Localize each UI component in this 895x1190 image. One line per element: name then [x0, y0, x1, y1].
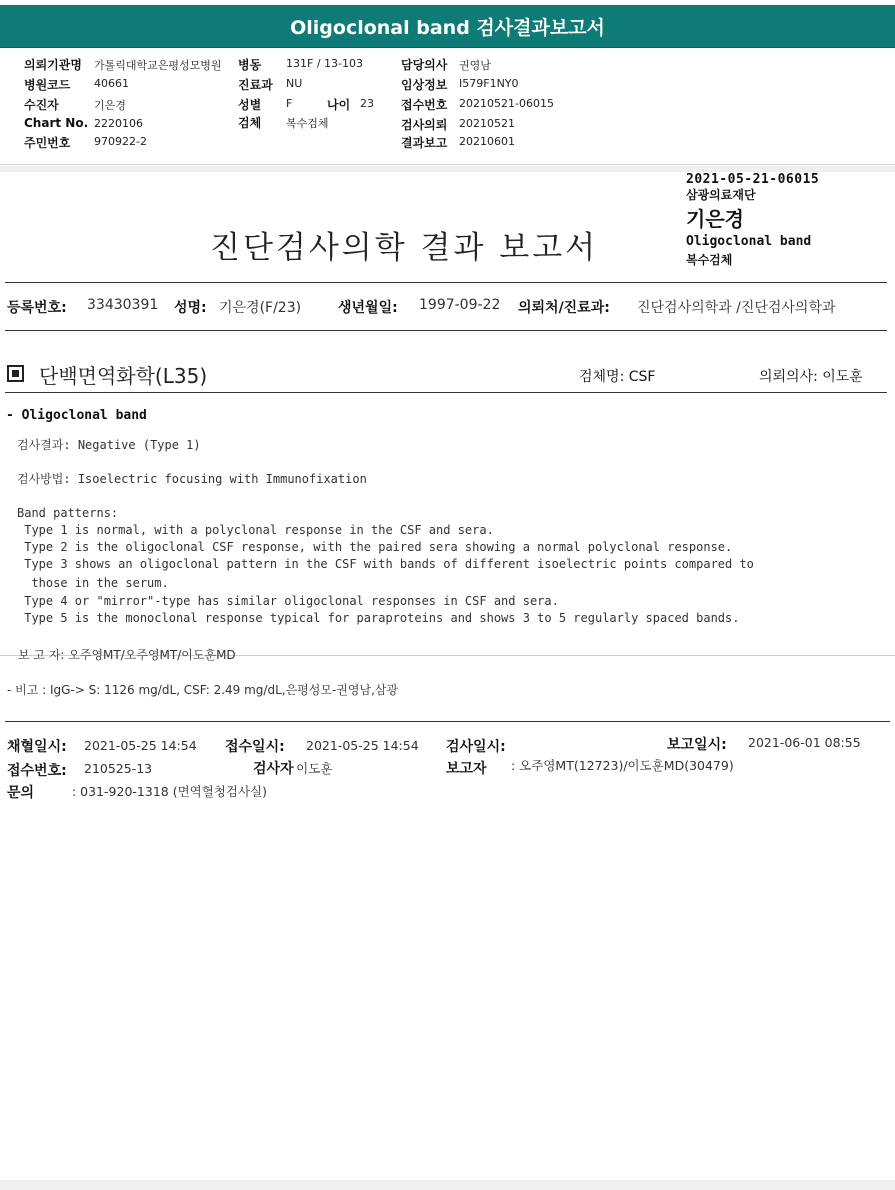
section-name: 단백면역화학(L35)	[39, 364, 208, 388]
institution-label: 의뢰기관명	[24, 58, 82, 72]
request-info-block	[0, 48, 895, 165]
band-pattern-line: Type 4 or "mirror"-type has similar oligoclonal responses in CSF and sera.	[17, 594, 559, 608]
reporter-footer-label: 보고자	[446, 761, 487, 777]
band-patterns-header: Band patterns:	[17, 506, 119, 520]
report-main-title: 진단검사의학 결과 보고서	[210, 230, 599, 266]
sex-label: 성별	[238, 98, 262, 112]
band-pattern-line: Type 2 is the oligoclonal CSF response, with the paired sera showing a normal polyclonal response.	[17, 540, 733, 554]
band-pattern-line: those in the serum.	[17, 576, 169, 590]
receipt-no-label: 접수번호:	[7, 763, 67, 779]
physician-label: 담당의사	[401, 58, 448, 72]
dept-value: 진단검사의학과 /진단검사의학과	[637, 300, 836, 316]
name-value: 기은경(F/23)	[219, 300, 302, 316]
receipt-label: 접수번호	[401, 98, 448, 112]
receipt-no-value: 210525-13	[84, 761, 153, 776]
institution-value: 가톨릭대학교은평성모병원	[94, 59, 222, 72]
collect-label: 채혈일시:	[7, 739, 67, 755]
stamp-id: 2021-05-21-06015	[686, 172, 820, 187]
reporter-value: 오주영MT/오주영MT/이도훈MD	[68, 648, 236, 662]
specimen-label: 검체	[238, 116, 262, 130]
stamp-patient-name: 기은경	[686, 207, 744, 231]
physician-value: 권영남	[459, 59, 491, 72]
hospital-code-value: 40661	[94, 77, 129, 90]
stamp-test-name: Oligoclonal band	[686, 234, 812, 249]
remark: - 비고 : IgG-> S: 1126 mg/dL, CSF: 2.49 mg/dL,은평성모-권영남,삼광	[7, 683, 399, 697]
reg-no-value: 33430391	[87, 297, 159, 313]
ward-value: 131F / 13-103	[286, 57, 363, 70]
requesting-doctor: 의뢰의사: 이도훈	[759, 369, 863, 385]
receipt-value: 20210521-06015	[459, 97, 554, 110]
tester-value: : 이도훈	[288, 761, 333, 776]
collect-value: 2021-05-25 14:54	[84, 738, 197, 753]
ward-label: 병동	[238, 58, 262, 72]
band-pattern-line: Type 1 is normal, with a polyclonal response in the CSF and sera.	[17, 523, 494, 537]
test-result: 검사결과: Negative (Type 1)	[17, 438, 201, 452]
rrn-value: 970922-2	[94, 135, 147, 148]
specimen-name: 검체명: CSF	[579, 369, 656, 385]
hospital-code-label: 병원코드	[24, 78, 71, 92]
recipient-label: 수진자	[24, 98, 59, 112]
dob-label: 생년월일:	[338, 300, 398, 316]
divider-line	[5, 282, 887, 283]
reporter-footer-value: : 오주영MT(12723)/이도훈MD(30479)	[511, 758, 734, 773]
age-label: 나이	[327, 98, 351, 112]
stamp-org: 삼광의료재단	[686, 188, 756, 202]
dept-value: NU	[286, 77, 303, 90]
chart-label: Chart No.	[24, 116, 89, 130]
clinical-value: I579F1NY0	[459, 77, 519, 90]
request-value: 20210521	[459, 117, 515, 130]
receive-label: 접수일시:	[225, 739, 285, 755]
divider-line	[5, 721, 890, 722]
tester-label: 검사자	[253, 761, 294, 777]
band-pattern-line: Type 5 is the monoclonal response typical for paraproteins and shows 3 to 5 regularly spaced bands.	[17, 611, 740, 625]
contact-label: 문의	[7, 785, 35, 801]
reg-no-label: 등록번호:	[7, 300, 67, 316]
divider-line	[5, 392, 887, 393]
recipient-value: 기은경	[94, 99, 126, 112]
report-time-value: 2021-06-01 08:55	[748, 735, 861, 750]
receive-value: 2021-05-25 14:54	[306, 738, 419, 753]
report-title-bar: Oligoclonal band 검사결과보고서	[0, 5, 895, 48]
report-date-value: 20210601	[459, 135, 515, 148]
reporter-row	[18, 646, 236, 663]
test-date-label: 검사일시:	[446, 739, 506, 755]
clinical-label: 임상정보	[401, 78, 448, 92]
dob-value: 1997-09-22	[419, 297, 501, 313]
request-label: 검사의뢰	[401, 118, 448, 132]
test-method: 검사방법: Isoelectric focusing with Immunofixation	[17, 472, 367, 486]
reporter-label: 보 고 자:	[18, 648, 65, 662]
section-header	[7, 360, 887, 388]
stamp-specimen: 복수검체	[686, 253, 733, 267]
sex-value: F	[286, 97, 293, 110]
section-square-icon	[7, 365, 24, 382]
lab-stamp	[686, 172, 819, 268]
dept-label: 진료과	[238, 78, 273, 92]
divider-line	[5, 330, 887, 331]
report-time-label: 보고일시:	[667, 737, 727, 753]
dept-label: 의뢰처/진료과:	[518, 300, 610, 316]
rrn-label: 주민번호	[24, 136, 71, 150]
age-value: 23	[360, 97, 374, 110]
bottom-strip	[0, 1180, 895, 1190]
contact-value: : 031-920-1318 (면역혈청검사실)	[72, 784, 267, 799]
name-label: 성명:	[174, 300, 207, 316]
test-item-title: - Oligoclonal band	[6, 408, 147, 423]
specimen-value: 복수검체	[286, 117, 329, 130]
chart-value: 2220106	[94, 117, 143, 130]
report-date-label: 결과보고	[401, 136, 448, 150]
band-pattern-line: Type 3 shows an oligoclonal pattern in the CSF with bands of different isoelectric points compared to	[17, 557, 754, 571]
